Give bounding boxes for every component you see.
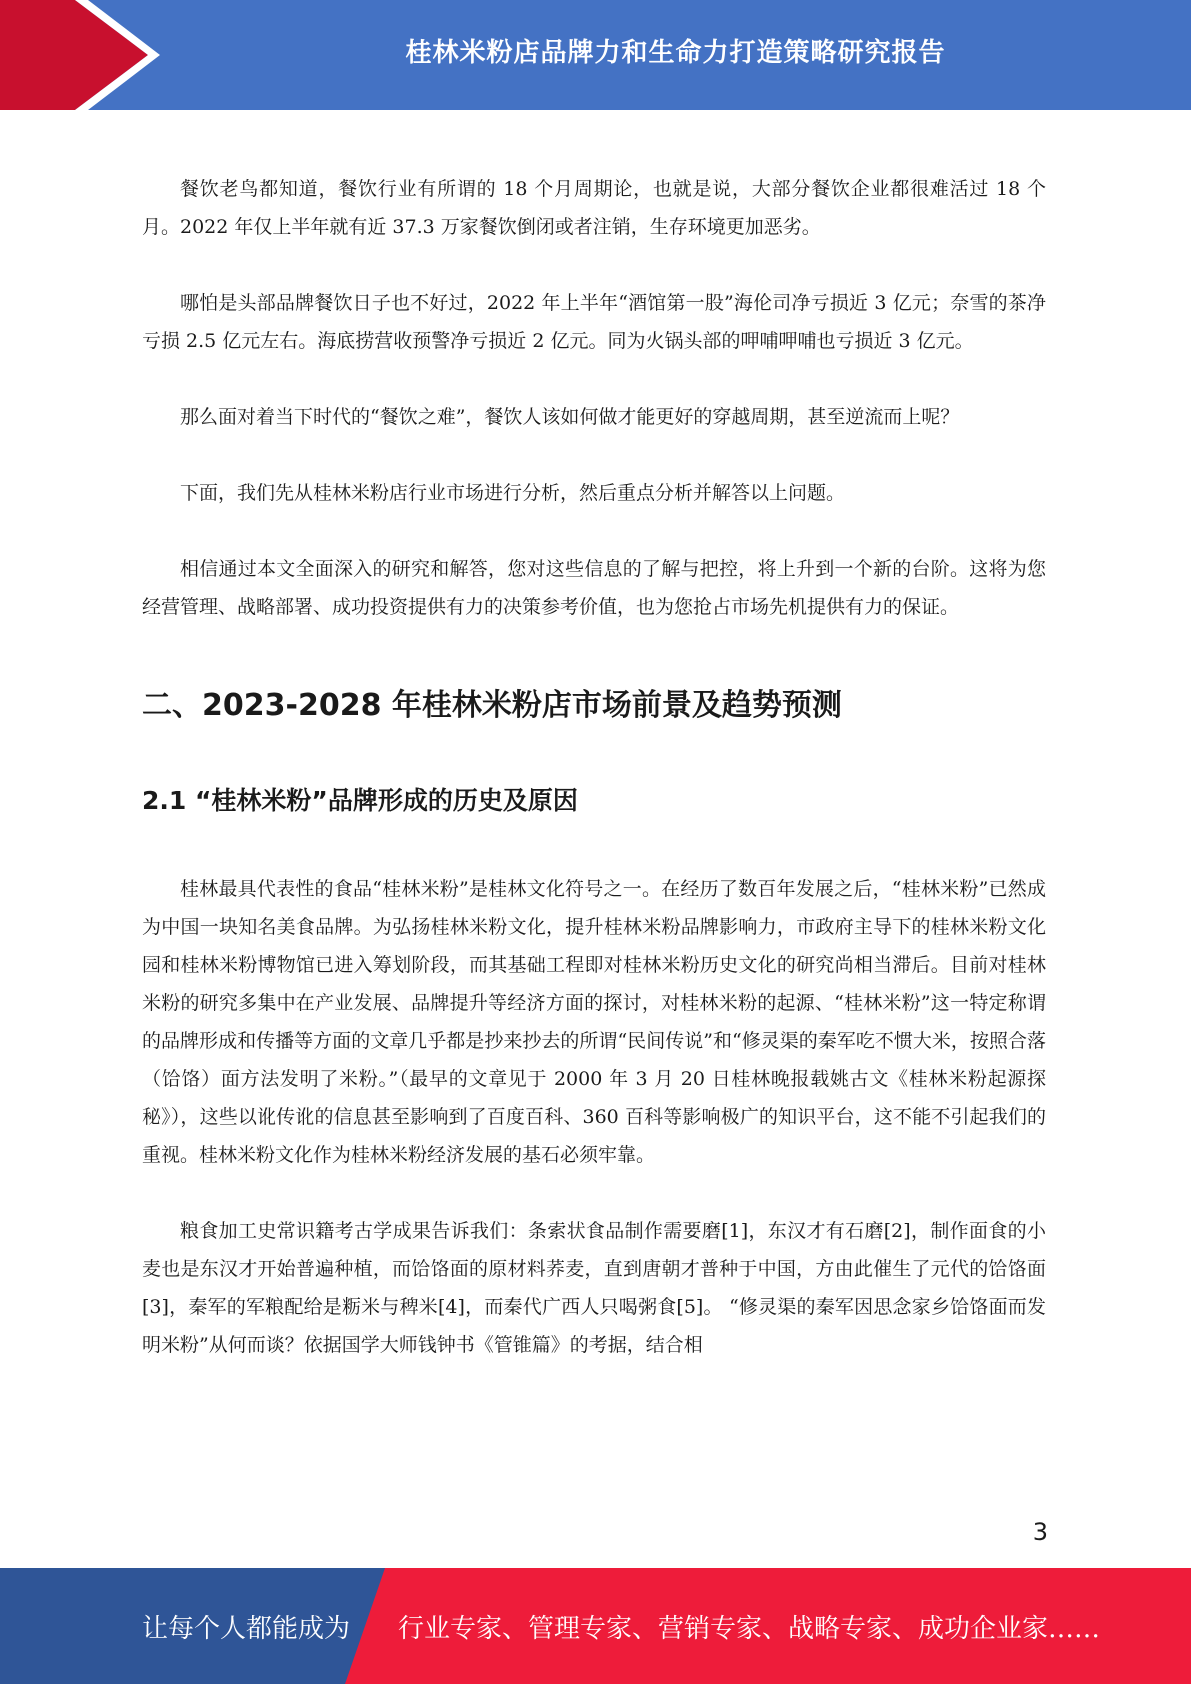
footer-slogan-left: 让每个人都能成为 — [142, 1613, 351, 1644]
paragraph: 那么面对着当下时代的“餐饮之难”，餐饮人该如何做才能更好的穿越周期，甚至逆流而上呢？ — [180, 406, 960, 428]
main-content — [142, 170, 1046, 1364]
footer-slogan-right: 行业专家、管理专家、营销专家、战略专家、成功企业家…… — [398, 1613, 1101, 1644]
header-banner — [0, 0, 1191, 110]
paragraph: 桂林最具代表性的食品“桂林米粉”是桂林文化符号之一。在经历了数百年发展之后，“桂林米粉”已然成为中国一块知名美食品牌。为弘扬桂林米粉文化，提升桂林米粉品牌影响力，市政府主导下的桂林米粉文化园和桂林米粉博物馆已进入筹划阶段，而其基础工程即对桂林米粉历史文化的研究尚相当滞后。目前对桂林米粉的研究多集中在产业发展、品牌提升等经济方面的探讨，对桂林米粉的起源、“桂林米粉”这一特定称谓的品牌形成和传播等方面的文章几乎都是抄来抄去的所谓“民间传说”和“修灵渠的秦军吃不惯大米，按照合落（饸饹）面方法发明了米粉。”（最早的文章见于 2000 年 3 月 20 日桂林晚报载姚古文《桂林米粉起源探秘》），这些以讹传讹的信息甚至影响到了百度百科、360 百科等影响极广的知识平台，这不能不引起我们的重视。桂林米粉文化作为桂林米粉经济发展的基石必须牢靠。 — [142, 878, 1046, 1166]
paragraph: 粮食加工史常识籍考古学成果告诉我们：条索状食品制作需要磨[1]，东汉才有石磨[2]，制作面食的小麦也是东汉才开始普遍种植，而饸饹面的原材料荞麦，直到唐朝才普种于中国，方由此催生了元代的饸饹面[3]，秦军的军粮配给是粝米与稗米[4]，而秦代广西人只喝粥食[5]。 “修灵渠的秦军因思念家乡饸饹面而发明米粉”从何而谈？依据国学大师钱钟书《管锥篇》的考据，结合相 — [142, 1220, 1046, 1356]
footer-banner — [0, 1568, 1191, 1684]
report-title: 桂林米粉店品牌力和生命力打造策略研究报告 — [405, 37, 946, 68]
page-number: 3 — [1032, 1518, 1048, 1546]
paragraph: 下面，我们先从桂林米粉店行业市场进行分析，然后重点分析并解答以上问题。 — [180, 482, 846, 504]
paragraph: 相信通过本文全面深入的研究和解答，您对这些信息的了解与把控，将上升到一个新的台阶。这将为您经营管理、战略部署、成功投资提供有力的决策参考价值，也为您抢占市场先机提供有力的保证。 — [142, 558, 1046, 618]
paragraph: 餐饮老鸟都知道，餐饮行业有所谓的 18 个月周期论，也就是说，大部分餐饮企业都很难活过 18 个月。2022 年仅上半年就有近 37.3 万家餐饮倒闭或者注销，生存环境更加恶劣。 — [142, 178, 1046, 238]
section-heading: 二、2023-2028 年桂林米粉店市场前景及趋势预测 — [142, 688, 842, 723]
subsection-heading: 2.1 “桂林米粉”品牌形成的历史及原因 — [142, 786, 578, 815]
paragraph: 哪怕是头部品牌餐饮日子也不好过，2022 年上半年“酒馆第一股”海伦司净亏损近 3 亿元；奈雪的茶净亏损 2.5 亿元左右。海底捞营收预警净亏损近 2 亿元。同为火锅头部的呷哺呷哺也亏损近 3 亿元。 — [142, 292, 1046, 352]
